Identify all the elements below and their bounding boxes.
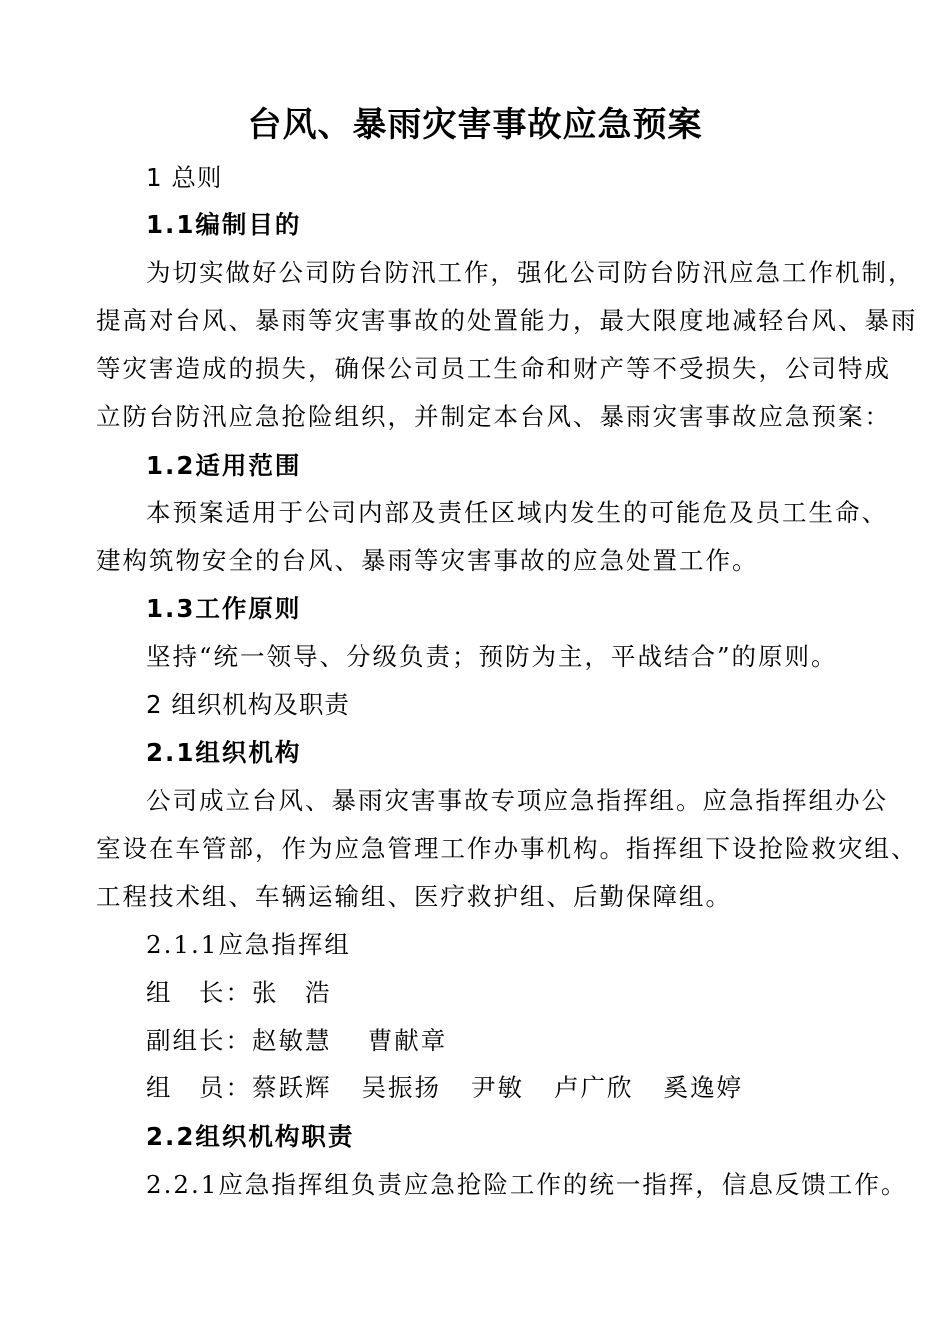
paragraph-line: 本预案适用于公司内部及责任区域内发生的可能危及员工生命、 xyxy=(146,498,888,527)
section-2-heading: 2 组织机构及职责 xyxy=(146,690,350,719)
paragraph-line: 立防台防汛应急抢险组织，并制定本台风、暴雨灾害事故应急预案： xyxy=(96,402,891,431)
member-name: 尹敏 xyxy=(471,1073,524,1102)
paragraph-line: 提高对台风、暴雨等灾害事故的处置能力，最大限度地减轻台风、暴雨 xyxy=(96,306,918,335)
members-label: 组 员： xyxy=(146,1073,252,1102)
paragraph-line: 公司成立台风、暴雨灾害事故专项应急指挥组。应急指挥组办公 xyxy=(146,786,888,815)
section-1-heading: 1 总则 xyxy=(146,163,223,192)
section-2-2-heading: 2.2组织机构职责 xyxy=(146,1122,355,1151)
section-2-1-1-heading: 2.1.1应急指挥组 xyxy=(146,930,351,959)
paragraph-line: 建构筑物安全的台风、暴雨等灾害事故的应急处置工作。 xyxy=(96,546,759,575)
paragraph-line: 坚持“统一领导、分级负责；预防为主，平战结合”的原则。 xyxy=(146,642,838,671)
paragraph-line: 室设在车管部，作为应急管理工作办事机构。指挥组下设抢险救灾组、 xyxy=(96,834,918,863)
members-row xyxy=(146,1064,926,1112)
document-title: 台风、暴雨灾害事故应急预案 xyxy=(247,105,703,145)
deputy-leader-row: 副组长：赵敏慧 曹献章 xyxy=(146,1026,448,1055)
member-name: 卢广欣 xyxy=(554,1073,634,1102)
member-name: 蔡跃辉 xyxy=(252,1073,332,1102)
paragraph-line: 2.2.1应急指挥组负责应急抢险工作的统一指挥，信息反馈工作。 xyxy=(146,1170,908,1199)
section-2-1-heading: 2.1组织机构 xyxy=(146,738,302,767)
leader-row: 组 长：张 浩 xyxy=(146,978,332,1007)
member-name: 吴振扬 xyxy=(361,1073,441,1102)
section-1-3-heading: 1.3工作原则 xyxy=(146,594,302,623)
paragraph-line: 工程技术组、车辆运输组、医疗救护组、后勤保障组。 xyxy=(96,882,732,911)
section-1-2-heading: 1.2适用范围 xyxy=(146,451,302,480)
member-name: 奚逸婷 xyxy=(663,1073,743,1102)
paragraph-line: 为切实做好公司防台防汛工作，强化公司防台防汛应急工作机制， xyxy=(146,258,915,287)
section-1-1-heading: 1.1编制目的 xyxy=(146,210,302,239)
paragraph-line: 等灾害造成的损失，确保公司员工生命和财产等不受损失，公司特成 xyxy=(96,354,891,383)
